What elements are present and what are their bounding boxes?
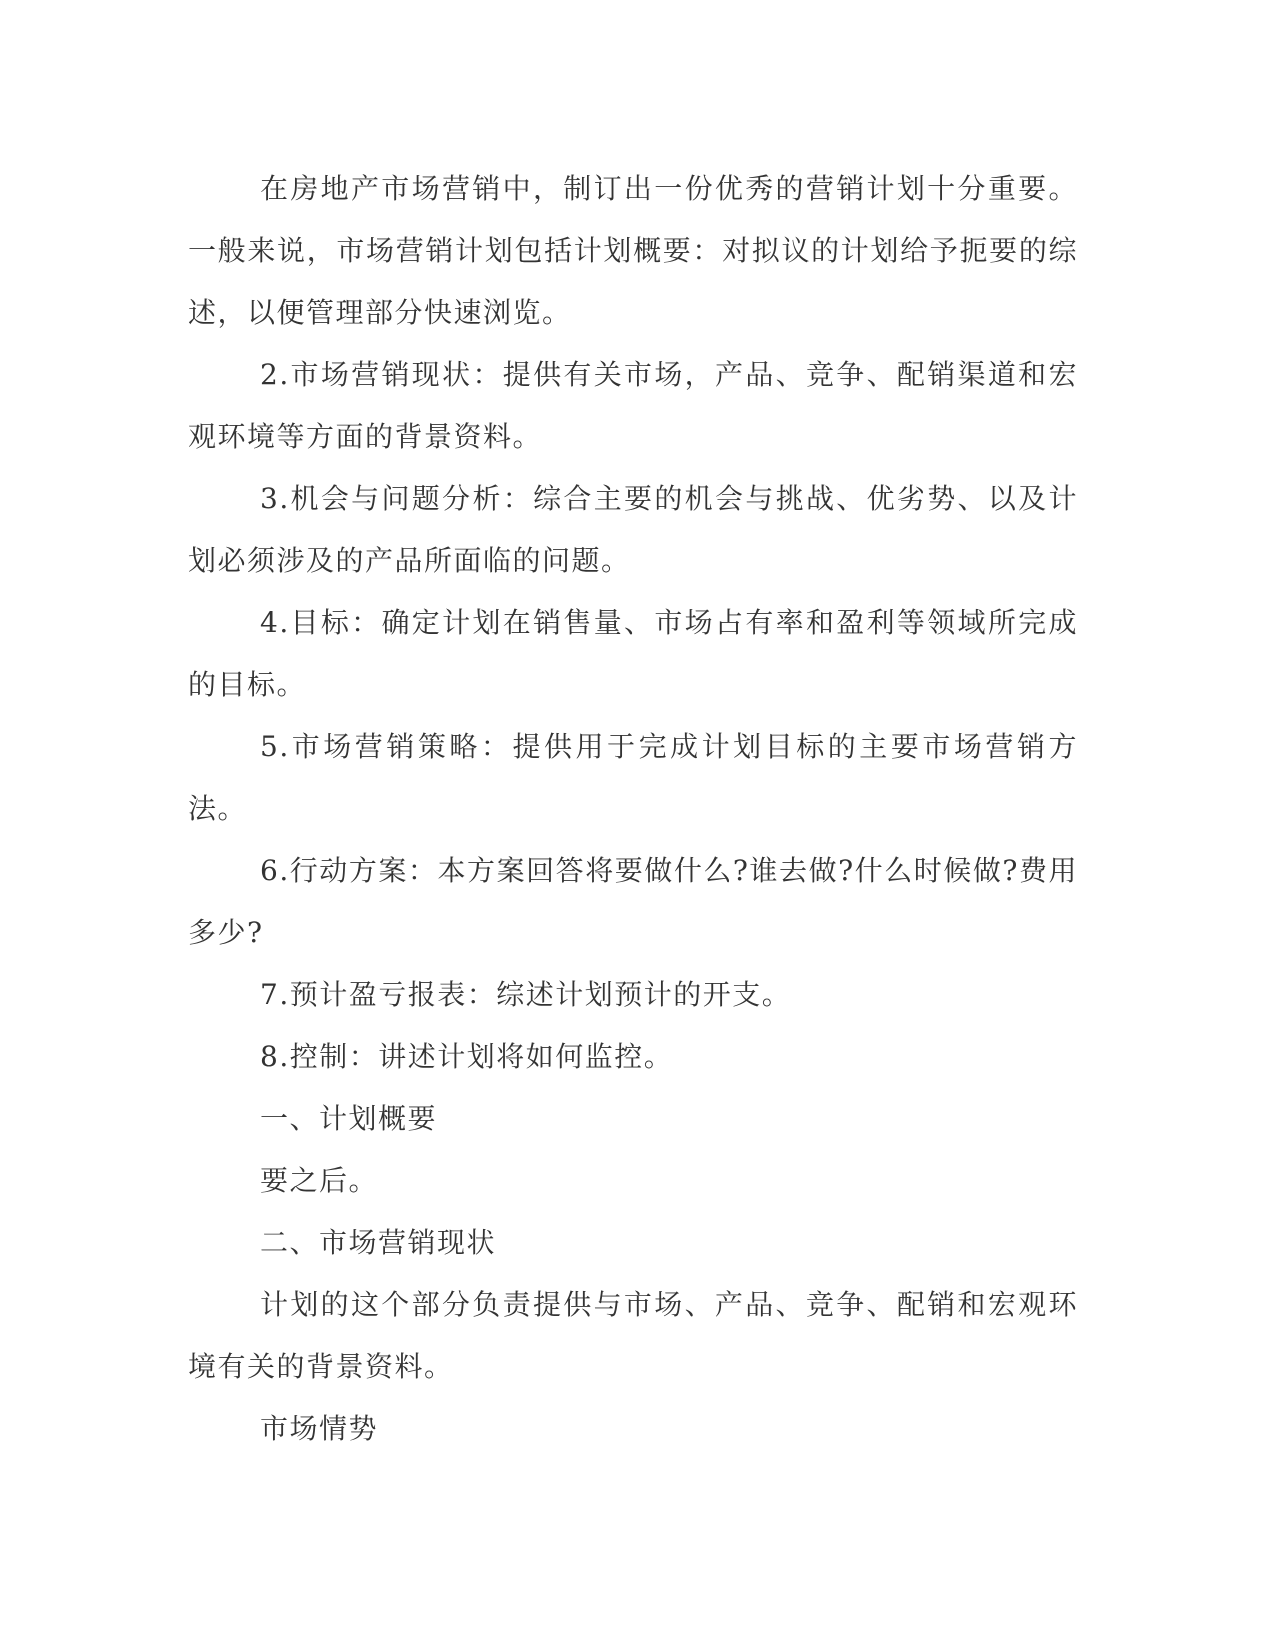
- paragraph-summary-fragment: 要之后。: [260, 1164, 379, 1197]
- paragraph-item-7: 7.预计盈亏报表：综述计划预计的开支。: [260, 978, 792, 1011]
- paragraph-item-6: 6.行动方案：本方案回答将要做什么?谁去做?什么时候做?费用多少?: [188, 854, 1078, 949]
- paragraph-item-8: 8.控制：讲述计划将如何监控。: [260, 1040, 674, 1073]
- subheading-market-situation: 市场情势: [260, 1412, 379, 1445]
- section-heading-2: 二、市场营销现状: [260, 1226, 497, 1259]
- paragraph-item-2: 2.市场营销现状：提供有关市场，产品、竞争、配销渠道和宏观环境等方面的背景资料。: [188, 358, 1078, 453]
- paragraph-item-3: 3.机会与问题分析：综合主要的机会与挑战、优劣势、以及计划必须涉及的产品所面临的问题。: [188, 482, 1078, 577]
- paragraph-item-5: 5.市场营销策略：提供用于完成计划目标的主要市场营销方法。: [188, 730, 1078, 825]
- paragraph-intro: 在房地产市场营销中，制订出一份优秀的营销计划十分重要。一般来说，市场营销计划包括计划概要：对拟议的计划给予扼要的综述，以便管理部分快速浏览。: [188, 172, 1078, 329]
- section-heading-1: 一、计划概要: [260, 1102, 438, 1135]
- document-body: [188, 158, 1078, 1460]
- paragraph-item-4: 4.目标：确定计划在销售量、市场占有率和盈利等领域所完成的目标。: [188, 606, 1078, 701]
- paragraph-market-status: 计划的这个部分负责提供与市场、产品、竞争、配销和宏观环境有关的背景资料。: [188, 1288, 1078, 1383]
